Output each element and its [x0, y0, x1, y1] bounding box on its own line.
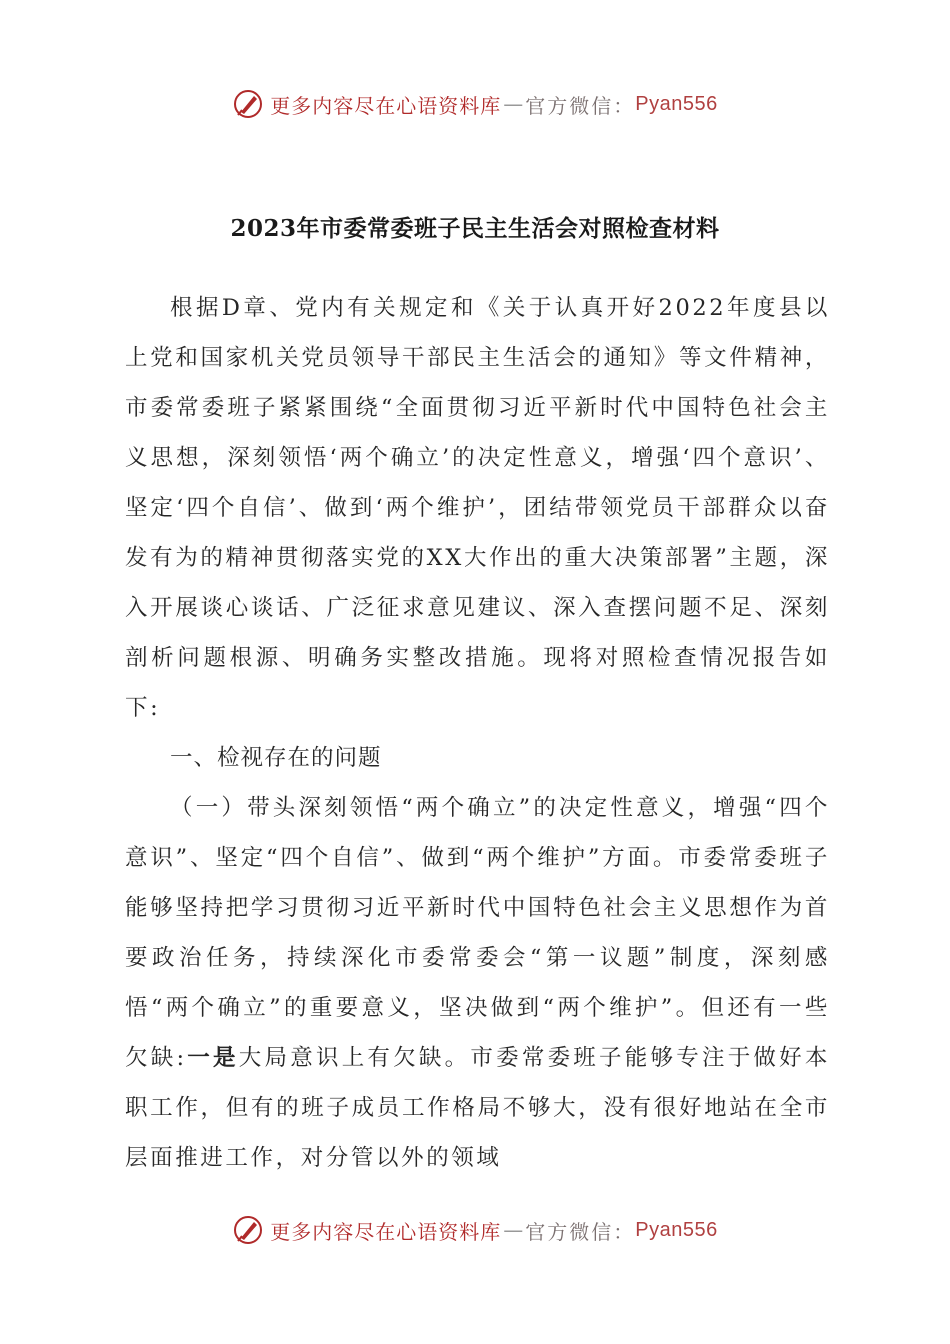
section-heading: 一、检视存在的问题: [170, 745, 382, 771]
document-body: [125, 283, 830, 1183]
paragraph-text-a: （一）带头深刻领悟“两个确立”的决定性意义，增强“四个意识”、坚定“四个自信”、做到“两个维护”方面。市委常委班子能够坚持把学习贯彻习近平新时代中国特色社会主义思想作为首要政治任务，持续深化市委常委会“第一议题”制度，深刻感悟“两个确立”的重要意义，坚决做到“两个维护”。但还有一些欠缺:: [125, 795, 830, 1071]
quill-logo-icon: [232, 88, 264, 120]
watermark-wechat-id: Pyan556: [635, 1218, 718, 1241]
watermark-sub-text: 官方微信：: [525, 93, 636, 118]
watermark-dash: —: [503, 92, 524, 116]
section-paragraph: [125, 783, 830, 1183]
watermark-wechat-id: Pyan556: [635, 92, 718, 115]
watermark-footer: [0, 1210, 950, 1250]
watermark-sub-text: 官方微信：: [525, 1219, 636, 1244]
emphasis-marker: 一是: [186, 1045, 239, 1071]
quill-logo-icon: [232, 1214, 264, 1246]
watermark-dash: —: [503, 1218, 524, 1242]
paragraph-text-b: 大局意识上有欠缺。市委常委班子能够专注于做好本职工作，但有的班子成员工作格局不够大，没有很好地站在全市层面推进工作，对分管以外的领域: [125, 1045, 830, 1171]
document-title: 2023年市委常委班子民主生活会对照检查材料: [230, 215, 720, 242]
intro-paragraph: 根据D章、党内有关规定和《关于认真开好2022年度县以上党和国家机关党员领导干部民主生活会的通知》等文件精神，市委常委班子紧紧围绕“全面贯彻习近平新时代中国特色社会主义思想，深刻领悟‘两个确立’的决定性意义，增强‘四个意识’、坚定‘四个自信’、做到‘两个维护’，团结带领党员干部群众以奋发有为的精神贯彻落实党的XX大作出的重大决策部署”主题，深入开展谈心谈话、广泛征求意见建议、深入查摆问题不足、深刻剖析问题根源、明确务实整改措施。现将对照检查情况报告如下:: [125, 295, 830, 721]
watermark-main-text: 更多内容尽在心语资料库: [270, 1219, 502, 1244]
watermark-header: [0, 84, 950, 124]
watermark-main-text: 更多内容尽在心语资料库: [270, 93, 502, 118]
